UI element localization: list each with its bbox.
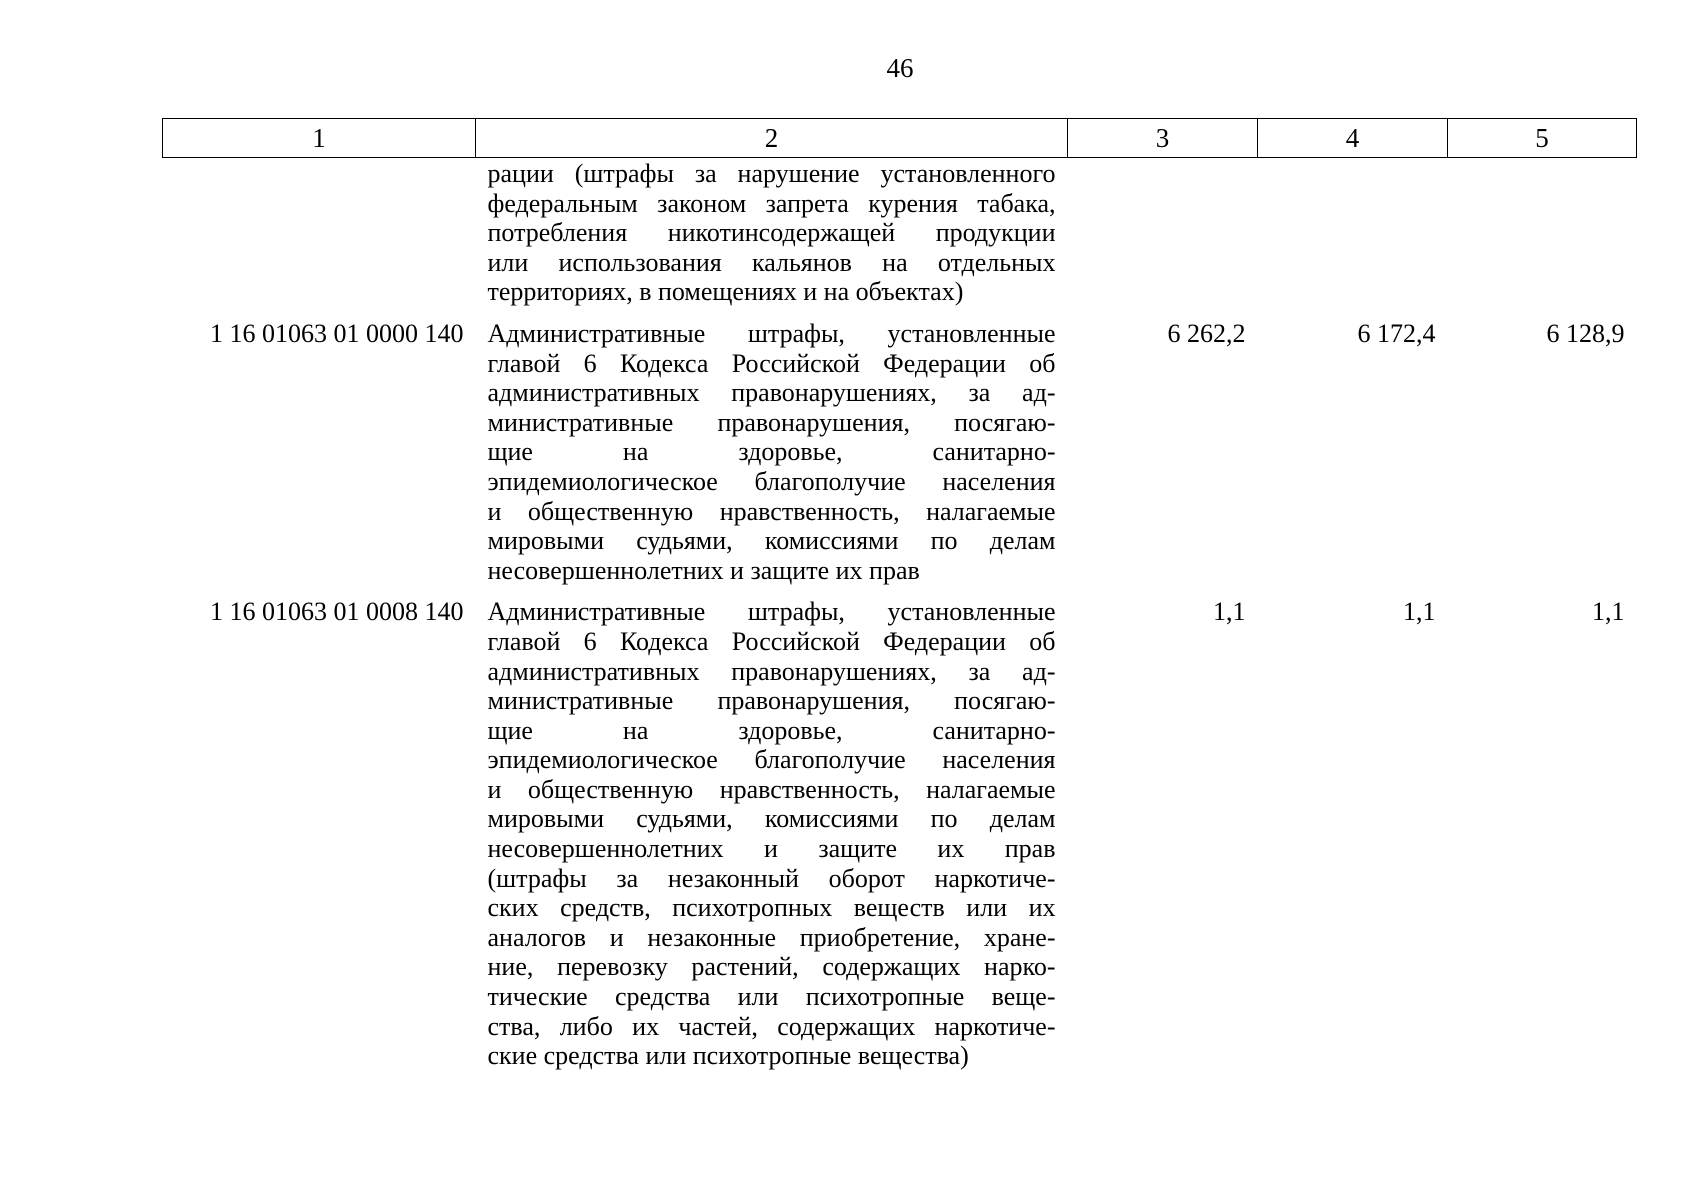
description-line: эпидемиологическое благополучие населения: [487, 466, 1056, 496]
description-line: федеральным законом запрета курения табака,: [487, 188, 1056, 218]
budget-code: [163, 158, 476, 319]
table-row: [163, 319, 1637, 597]
description-line: потребления никотинсодержащей продукции: [487, 218, 1056, 248]
description-line: эпидемиологическое благополучие населения: [487, 745, 1056, 775]
budget-table-sheet: [162, 118, 1636, 1083]
description-line: рации (штрафы за нарушение установленного: [487, 159, 1056, 188]
column-header-2: 2: [476, 119, 1068, 158]
description-line: министративные правонарушения, посягаю-: [487, 407, 1056, 437]
description-line: несовершеннолетних и защите их прав: [487, 834, 1056, 864]
table-row: [163, 158, 1637, 319]
description-line: главой 6 Кодекса Российской Федерации об: [487, 626, 1056, 656]
description-line: несовершеннолетних и защите их прав: [487, 555, 920, 585]
value-col-4: 1,1: [1403, 597, 1436, 627]
description-line: и общественную нравственность, налагаемые: [487, 496, 1056, 526]
page-number: 46: [886, 53, 914, 83]
description-line: Административные штрафы, установленные: [487, 597, 1056, 627]
description-line: ских средств, психотропных веществ или их: [487, 893, 1056, 923]
description-line: или использования кальянов на отдельных: [487, 247, 1056, 277]
description-line: тические средства или психотропные веще-: [487, 982, 1056, 1012]
column-header-1: 1: [163, 119, 476, 158]
description-line: аналогов и незаконные приобретение, хране-: [487, 922, 1056, 952]
column-header-5: 5: [1448, 119, 1637, 158]
description-line: административных правонарушениях, за ад-: [487, 656, 1056, 686]
description-line: щие на здоровье, санитарно-: [487, 437, 1056, 467]
description-line: министративные правонарушения, посягаю-: [487, 686, 1056, 716]
description-line: мировыми судьями, комиссиями по делам: [487, 804, 1056, 834]
value-col-3: 6 262,2: [1167, 318, 1246, 348]
description-line: Административные штрафы, установленные: [487, 318, 1056, 348]
budget-code: 1 16 01063 01 0008 140: [210, 597, 464, 627]
budget-code: 1 16 01063 01 0000 140: [210, 318, 464, 348]
description-line: мировыми судьями, комиссиями по делам: [487, 526, 1056, 556]
description-line: административных правонарушениях, за ад-: [487, 378, 1056, 408]
description-line: территориях, в помещениях и на объектах): [487, 277, 964, 307]
row-description: [476, 158, 1068, 319]
value-col-4: 6 172,4: [1357, 318, 1436, 348]
description-line: главой 6 Кодекса Российской Федерации об: [487, 348, 1056, 378]
column-header-3: 3: [1068, 119, 1258, 158]
column-header-4: 4: [1258, 119, 1448, 158]
value-col-4: [1258, 158, 1448, 319]
value-col-5: 1,1: [1592, 597, 1625, 627]
description-line: ства, либо их частей, содержащих наркотиче-: [487, 1011, 1056, 1041]
description-line: щие на здоровье, санитарно-: [487, 715, 1056, 745]
description-line: ние, перевозку растений, содержащих нарко-: [487, 952, 1056, 982]
value-col-5: [1448, 158, 1637, 319]
value-col-3: 1,1: [1213, 597, 1246, 627]
description-line: ские средства или психотропные вещества): [487, 1041, 969, 1071]
column-number-header-row: [163, 119, 1637, 158]
value-col-5: 6 128,9: [1546, 318, 1625, 348]
row-description: [476, 319, 1068, 597]
row-description: [476, 597, 1068, 1083]
value-col-3: [1068, 158, 1258, 319]
budget-table: [162, 118, 1637, 1083]
description-line: и общественную нравственность, налагаемые: [487, 774, 1056, 804]
description-line: (штрафы за незаконный оборот наркотиче-: [487, 863, 1056, 893]
table-row: [163, 597, 1637, 1083]
